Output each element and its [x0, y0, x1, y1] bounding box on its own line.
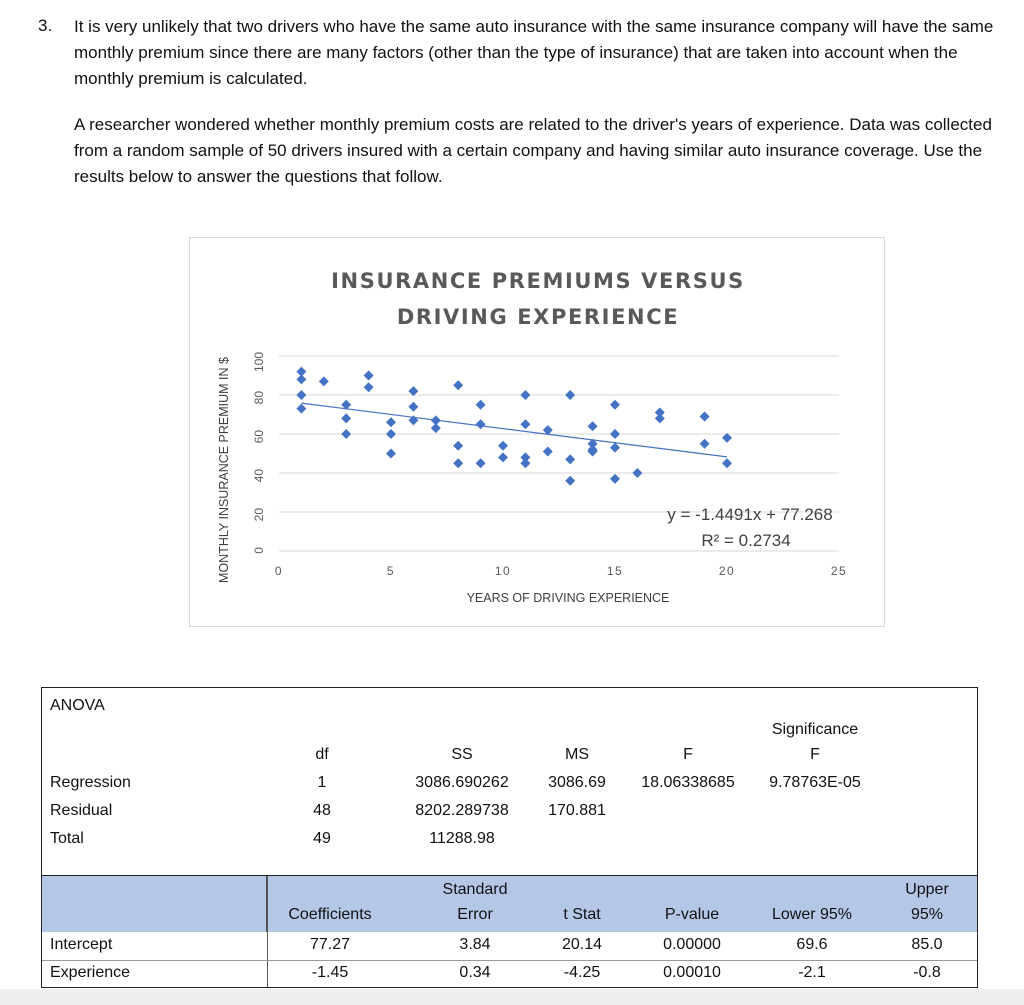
coef-header-pvalue: P-value [664, 906, 720, 923]
data-point [364, 382, 374, 392]
data-point [565, 454, 575, 464]
coef-row-intercept-p: 0.00000 [663, 936, 721, 953]
data-point [453, 458, 463, 468]
data-point [520, 390, 530, 400]
data-point [453, 441, 463, 451]
data-point [543, 447, 553, 457]
coef-row-intercept-se: 3.84 [459, 936, 491, 953]
chart-title-line1: INSURANCE PREMIUMS VERSUS [331, 269, 745, 293]
coef-header-lower95: Lower 95% [771, 906, 853, 923]
r-squared-label: R² = 0.2734 [701, 531, 791, 550]
y-tick-label: 100 [252, 352, 266, 373]
data-point [632, 468, 642, 478]
anova-header-ms: MS [565, 746, 589, 763]
data-point [476, 400, 486, 410]
data-point [386, 429, 396, 439]
data-point [565, 476, 575, 486]
y-axis-title: MONTHLY INSURANCE PREMIUM IN $ [217, 357, 231, 583]
data-point [700, 411, 710, 421]
y-tick-label: 0 [252, 547, 266, 554]
coef-row-experience-p: 0.00010 [663, 964, 721, 981]
coef-row-experience-t: -4.25 [563, 964, 601, 981]
anova-row-regression-f: 18.06338685 [641, 774, 735, 791]
anova-header-f: F [683, 746, 693, 763]
data-point [498, 441, 508, 451]
data-point [520, 419, 530, 429]
coefficients-table [41, 875, 978, 988]
data-point [565, 390, 575, 400]
x-tick-label: 0 [274, 564, 284, 578]
question-paragraph-2: A researcher wondered whether monthly premium costs are related to the driver's years of experience. Data was collected from a random sample of 50 drivers insured with a certain company and having similar auto insurance coverage. Use the results below to answer the questions that follow. [74, 115, 992, 186]
y-tick-label: 20 [252, 508, 266, 522]
coef-row-intercept-name: Intercept [50, 936, 113, 953]
anova-row-regression-df: 1 [317, 774, 327, 791]
x-tick-label: 20 [718, 564, 736, 578]
trendline-equation: y = -1.4491x + 77.268 [667, 505, 833, 524]
coef-row-intercept-t: 20.14 [561, 936, 603, 953]
x-tick-label: 5 [386, 564, 396, 578]
data-point [610, 429, 620, 439]
data-point [610, 474, 620, 484]
coef-row-experience-coef: -1.45 [311, 964, 349, 981]
anova-label: ANOVA [50, 697, 105, 714]
data-point [588, 445, 598, 455]
data-point [655, 413, 665, 423]
anova-header-ss: SS [451, 746, 473, 763]
anova-row-total-ss: 11288.98 [429, 830, 495, 847]
coef-row-experience-lower: -2.1 [798, 964, 826, 981]
coef-row-intercept-upper: 85.0 [911, 936, 943, 953]
data-point [386, 449, 396, 459]
bottom-edge-strip [0, 989, 1024, 1005]
chart-svg [190, 238, 886, 628]
data-point [722, 458, 732, 468]
coef-header-se-line2: Error [457, 906, 493, 923]
x-tick-label: 10 [494, 564, 512, 578]
x-tick-label: 15 [606, 564, 624, 578]
data-point [453, 380, 463, 390]
anova-row-regression-sig: 9.78763E-05 [769, 774, 861, 791]
anova-header-sig-line1: Significance [771, 721, 859, 738]
coef-row-experience-upper: -0.8 [913, 964, 941, 981]
scatter-chart [189, 237, 885, 627]
coefficients-row-divider [42, 960, 977, 961]
chart-title-line2: DRIVING EXPERIENCE [396, 305, 680, 329]
data-point [364, 371, 374, 381]
coefficients-header-blank-cell [42, 876, 267, 932]
data-point [341, 429, 351, 439]
data-point [700, 439, 710, 449]
coefficients-divider [267, 876, 268, 987]
anova-row-residual-ss: 8202.289738 [415, 802, 509, 819]
data-point [319, 376, 329, 386]
coef-row-experience-se: 0.34 [459, 964, 491, 981]
anova-row-regression-ss: 3086.690262 [415, 774, 509, 791]
coef-row-experience-name: Experience [50, 964, 131, 981]
anova-header-df: df [315, 746, 329, 763]
data-point [296, 404, 306, 414]
coef-header-se-line1: Standard [442, 881, 508, 898]
data-point [341, 413, 351, 423]
data-point [610, 400, 620, 410]
anova-row-residual-df: 48 [313, 802, 331, 819]
anova-header-sig-line2: F [810, 746, 820, 763]
coef-row-intercept-coef: 77.27 [309, 936, 351, 953]
data-point [588, 421, 598, 431]
data-point [610, 443, 620, 453]
y-tick-label: 40 [252, 469, 266, 483]
anova-row-total-name: Total [50, 830, 84, 847]
x-tick-label: 25 [830, 564, 848, 578]
y-tick-label: 80 [252, 391, 266, 405]
data-point [431, 423, 441, 433]
y-tick-label: 60 [252, 430, 266, 444]
anova-table [41, 687, 978, 875]
data-point [386, 417, 396, 427]
data-point [476, 419, 486, 429]
question-paragraph-1: It is very unlikely that two drivers who have the same auto insurance with the same insurance company will have the same monthly premium since there are many factors (other than the type of insurance) that are taken into account when the monthly premium is calculated. [74, 17, 994, 88]
x-axis-title: YEARS OF DRIVING EXPERIENCE [466, 591, 670, 605]
anova-row-regression-name: Regression [50, 774, 131, 791]
coef-header-upper-line2: 95% [910, 906, 944, 923]
data-point [296, 390, 306, 400]
anova-row-total-df: 49 [313, 830, 331, 847]
data-point [520, 458, 530, 468]
data-point [296, 374, 306, 384]
coef-header-upper-line1: Upper [905, 881, 949, 898]
data-point [498, 452, 508, 462]
anova-row-residual-name: Residual [50, 802, 113, 819]
data-point [476, 458, 486, 468]
coef-row-intercept-lower: 69.6 [796, 936, 828, 953]
data-point [408, 402, 418, 412]
coef-header-tstat: t Stat [563, 906, 601, 923]
anova-row-regression-ms: 3086.69 [548, 774, 606, 791]
question-number: 3. [38, 16, 53, 35]
coef-header-coefficients: Coefficients [288, 906, 372, 923]
anova-row-residual-ms: 170.881 [548, 802, 606, 819]
